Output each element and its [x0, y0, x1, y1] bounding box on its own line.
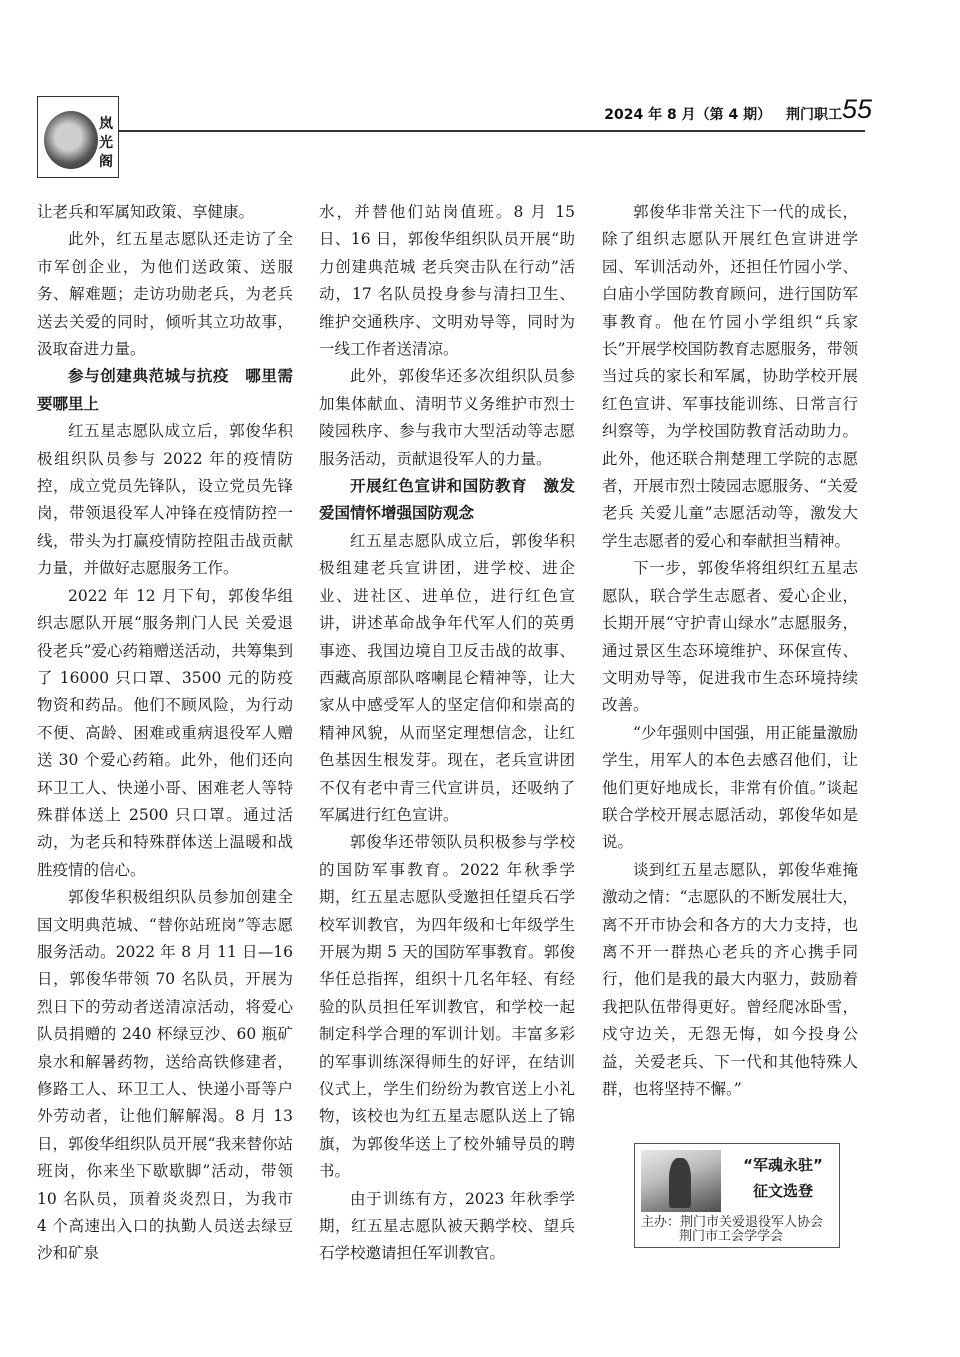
body-paragraph: 郭俊华非常关注下一代的成长，除了组织志愿队开展红色宣讲进学园、军训活动外，还担任竹园小学、白庙小学国防教育顾问，进行国防军事教育。他在竹园小学组织“兵家长”开展学校国防教育志愿服务，带领当过兵的家长和军属，协助学校开展红色宣讲、军事技能训练、日常言行纠察等，为学校国防教育活动助力。此外，他还联合荆楚理工学院的志愿者，开展市烈士陵园志愿服务、“关爱老兵 关爱儿童”志愿活动等，激发大学生志愿者的爱心和奉献担当精神。 [602, 203, 858, 550]
text-column-3 [602, 199, 858, 1103]
section-heading: 开展红色宣讲和国防教育 激发爱国情怀增强国防观念 [319, 477, 575, 523]
series-title-line: “军魂永驻” [743, 1156, 823, 1174]
running-header [594, 104, 842, 124]
logo-emblem-icon [44, 111, 98, 169]
series-title [731, 1152, 835, 1204]
text-column-1 [37, 199, 293, 1268]
statue-shape [669, 1158, 691, 1208]
body-paragraph: 红五星志愿队成立后，郭俊华积极组织队员参与 2022 年的疫情防控，成立党员先锋队，设立党员先锋岗，带领退役军人冲锋在疫情防控一线，带头为打赢疫情防控阻击战贡献力量，并做好志愿服务工作。 [37, 422, 293, 578]
sponsor-line: 主办：荆门市关爱退役军人协会 [641, 1215, 824, 1230]
body-paragraph: 郭俊华还带领队员积极参与学校的国防军事教育。2022 年秋季学期，红五星志愿队受邀担任望兵石学校军训教官，为四年级和七年级学生开展为期 5 天的国防军事教育。郭俊华任总指挥，组织十几名年轻、有经验的队员担任军训教官，和学校一起制定科学合理的军训计划。丰富多彩的军事训练深得师生的好评，在结训仪式上，学生们纷纷为教官送上小礼物，该校也为红五星志愿队送上了锦旗，为郭俊华送上了校外辅导员的聘书。 [319, 833, 575, 1181]
body-paragraph: 下一步，郭俊华将组织红五星志愿队，联合学生志愿者、爱心企业，长期开展“守护青山绿水”志愿服务，通过景区生态环境维护、环保宣传、文明劝导等，促进我市生态环境持续改善。 [602, 559, 858, 715]
monument-photo [641, 1150, 721, 1212]
issue-date: 2024 年 8 月（第 4 期） [604, 107, 772, 123]
body-paragraph: 2022 年 12 月下旬，郭俊华组织志愿队开展“服务荆门人民 关爱退役老兵”爱心药箱赠送活动，共筹集到了 16000 只口罩、3500 元的防疫物资和药品。他们不顾风险，为行动不便、高龄、困难或重病退役军人赠送 30 个爱心药箱。此外，他们还向环卫工人、快递小哥、困难老人等特殊群体送上 2500 只口罩。通过活动，为老兵和特殊群体送上温暖和战胜疫情的信心。 [37, 586, 293, 879]
body-paragraph: 让老兵和军属知政策、享健康。 [37, 203, 255, 221]
body-paragraph: 红五星志愿队成立后，郭俊华积极组建老兵宣讲团，进学校、进企业、进社区、进单位，进行红色宣讲，讲述革命战争年代军人们的英勇事迹、我国边境自卫反击战的故事、西藏高原部队喀喇昆仑精神等，让大家从中感受军人的坚定信仰和崇高的精神风貌，从而坚定理想信念，让红色基因生根发芽。现在，老兵宣讲团不仅有老中青三代宣讲员，还吸纳了军属进行红色宣讲。 [319, 531, 575, 824]
header-divider [119, 130, 865, 132]
essay-series-box [634, 1143, 840, 1248]
body-paragraph: 此外，红五星志愿队还走访了全市军创企业，为他们送政策、送服务、解难题；走访功勋老兵，为老兵送去关爱的同时，倾听其立功故事，汲取奋进力量。 [37, 230, 293, 359]
section-name-char: 光 [99, 135, 113, 151]
body-paragraph: 由于训练有方，2023 年秋季学期，红五星志愿队被天鹅学校、望兵石学校邀请担任军训教官。 [319, 1189, 575, 1263]
section-name [98, 115, 114, 172]
section-name-char: 岚 [99, 116, 113, 132]
text-column-2 [319, 199, 575, 1268]
body-paragraph: 水，并替他们站岗值班。8 月 15 日、16 日，郭俊华组织队员开展“助力创建典范城 老兵突击队在行动”活动，17 名队员投身参与清扫卫生、维护交通秩序、文明劝导等，同时为一线工作者送清凉。 [319, 203, 575, 359]
body-paragraph: 谈到红五星志愿队，郭俊华难掩激动之情：“志愿队的不断发展壮大，离不开市协会和各方的大力支持，也离不开一群热心老兵的齐心携手同行，他们是我的最大内驱力，鼓励着我把队伍带得更好。曾经爬冰卧雪，戍守边关，无怨无悔，如今投身公益，关爱老兵、下一代和其他特殊人群，也将坚持不懈。” [602, 860, 858, 1098]
body-paragraph: “少年强则中国强，用正能量激励学生，用军人的本色去感召他们，让他们更好地成长，非常有价值。”谈起联合学校开展志愿活动，郭俊华如是说。 [602, 723, 858, 852]
body-paragraph: 此外，郭俊华还多次组织队员参加集体献血、清明节义务维护市烈士陵园秩序、参与我市大型活动等志愿服务活动，贡献退役军人的力量。 [319, 367, 575, 468]
magazine-name: 荆门职工 [786, 107, 842, 123]
section-logo [37, 96, 119, 178]
sponsor-credit [641, 1216, 837, 1244]
body-paragraph: 郭俊华积极组织队员参加创建全国文明典范城、“替你站班岗”等志愿服务活动。2022 年 8 月 11 日—16 日，郭俊华带领 70 名队员，开展为烈日下的劳动者送清凉活动，将爱心队员捐赠的 240 杯绿豆沙、60 瓶矿泉水和解暑药物，送给高铁修建者，修路工人、环卫工人、快递小哥等户外劳动者，让他们解解渴。8 月 13 日，郭俊华组织队员开展“我来替你站班岗，你来坐下歇歇脚”活动，带领 10 名队员，顶着炎炎烈日，为我市 4 个高速出入口的执勤人员送去绿豆沙和矿泉 [37, 888, 293, 1263]
page-number: 55 [842, 94, 873, 124]
section-heading: 参与创建典范城与抗疫 哪里需要哪里上 [37, 367, 293, 413]
sponsor-line: 荆门市工会学学会 [679, 1229, 784, 1244]
section-name-char: 阁 [99, 154, 113, 170]
series-title-line: 征文选登 [752, 1182, 813, 1200]
